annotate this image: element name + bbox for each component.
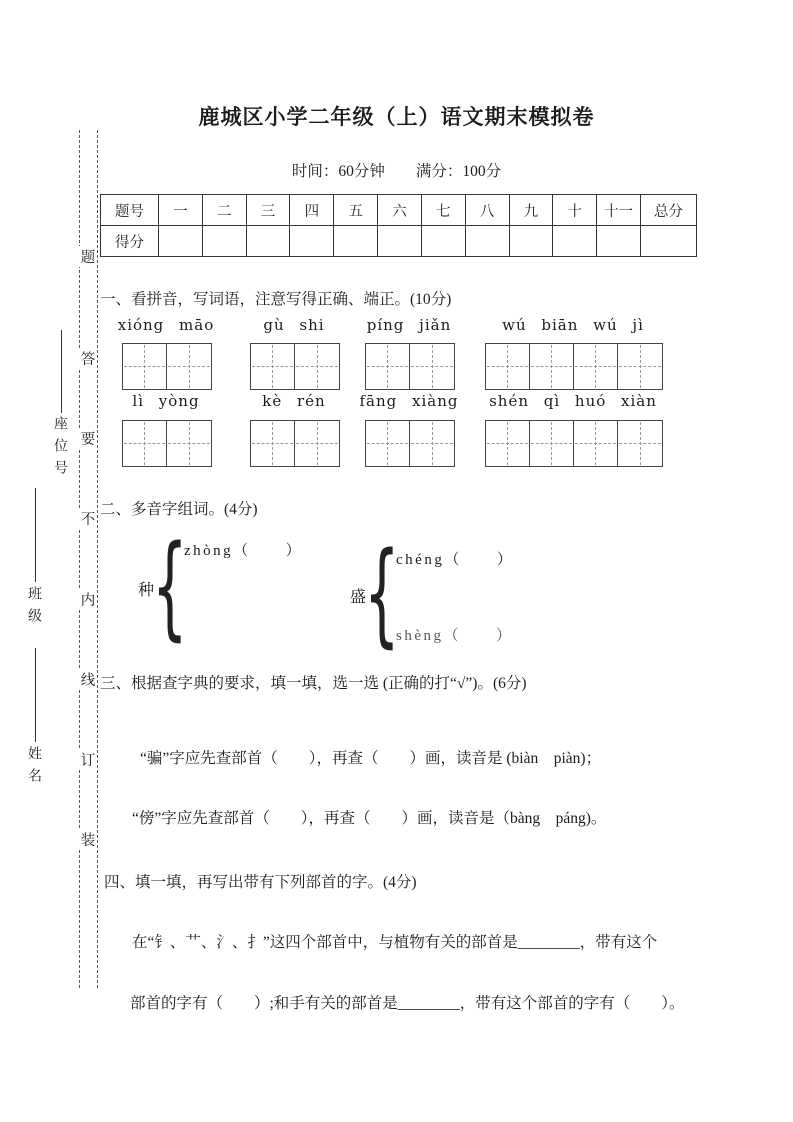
writing-box-group [485,420,663,467]
score-empty-cell-3 [246,226,290,257]
score-table-col-2: 二 [202,195,246,226]
writing-box-group [365,343,455,390]
section3-line-pian: “骗”字应先查部首（ ），再查（ ）画，读音是 (biàn piàn)； [140,750,602,767]
section4-line-2: 部首的字有（ ）;和手有关的部首是________，带有这个部首的字有（ ）。 [130,995,685,1012]
score-table-col-1: 一 [159,195,203,226]
writing-box-group [365,420,455,467]
writing-cell [618,344,662,389]
writing-cell [295,344,339,389]
brace-icon: { [152,522,188,652]
binding-char-8: 装 [79,829,97,850]
page-title: 鹿城区小学二年级（上）语文期末模拟卷 [198,105,595,129]
score-table-col-8: 八 [465,195,509,226]
binding-char-5: 内 [79,589,97,610]
score-table [100,194,697,257]
score-table-col-4: 四 [290,195,334,226]
score-table-col-6: 六 [378,195,422,226]
writing-cell [410,421,454,466]
section4-line-1: 在“钅、艹、氵、扌”这四个部首中，与植物有关的部首是________，带有这个 [132,934,658,951]
pinyin-label: kè rén [262,392,326,410]
writing-cell [530,421,574,466]
writing-cell [410,344,454,389]
duoyin-reading-clipped: shèng（ ） [396,628,514,644]
duoyin-reading: chéng（ ） [396,552,515,568]
score-empty-cell-7 [421,226,465,257]
duoyin-reading: zhòng（ ） [184,543,304,559]
score-table-col-12: 总分 [641,195,697,226]
name-blank-line [35,648,36,742]
writing-cell [574,344,618,389]
name-label: 姓名 [26,746,41,790]
binding-char-6: 线 [79,669,97,690]
section1-heading: 一、看拼音，写词语，注意写得正确、端正。(10分) [100,291,452,308]
score-empty-cell-10 [553,226,597,257]
writing-cell [486,421,530,466]
writing-cell [123,421,167,466]
pinyin-label: wú biān wú jì [502,316,644,334]
pinyin-label: píng jiǎn [366,316,452,334]
section3-heading: 三、根据查字典的要求，填一填，选一选 (正确的打“√”)。(6分) [100,675,527,692]
writing-box-group [250,343,340,390]
writing-cell [295,421,339,466]
writing-cell [167,421,211,466]
writing-box-group [250,420,340,467]
score-table-col-9: 九 [509,195,553,226]
score-table-col-3: 三 [246,195,290,226]
writing-cell [251,344,295,389]
score-empty-cell-1 [159,226,203,257]
writing-box-group [122,420,212,467]
pinyin-label: shén qì huó xiàn [489,392,657,410]
score-empty-cell-4 [290,226,334,257]
score-empty-cell-12 [641,226,697,257]
duoyin-character: 盛 [350,589,367,606]
score-empty-cell-5 [334,226,378,257]
pinyin-label: fāng xiàng [359,392,459,410]
writing-cell [366,344,410,389]
exam-meta-time-score: 时间：60分钟 满分：100分 [291,163,502,180]
writing-cell [486,344,530,389]
binding-char-1: 题 [79,246,97,267]
section3-line-bang: “傍”字应先查部首（ ），再查（ ）画，读音是（bàng páng)。 [132,810,607,827]
score-empty-cell-6 [378,226,422,257]
writing-cell [123,344,167,389]
score-empty-cell-2 [202,226,246,257]
duoyin-character: 种 [138,582,155,599]
writing-cell [618,421,662,466]
writing-cell [251,421,295,466]
score-table-col-11: 十一 [597,195,641,226]
score-table-col-7: 七 [421,195,465,226]
writing-cell [574,421,618,466]
score-table-header-label: 题号 [101,195,159,226]
writing-box-group [122,343,212,390]
writing-cell [167,344,211,389]
binding-char-2: 答 [79,348,97,369]
class-blank-line [35,488,36,582]
binding-char-4: 不 [79,508,97,529]
score-table-row-label: 得分 [101,226,159,257]
binding-char-3: 要 [79,428,97,449]
pinyin-label: xióng māo [117,316,215,334]
score-empty-cell-8 [465,226,509,257]
binding-dashed-line-right [97,130,98,988]
class-label: 班级 [26,586,41,630]
pinyin-label: lì yòng [132,392,200,410]
writing-cell [530,344,574,389]
score-table-col-10: 十 [553,195,597,226]
binding-char-7: 订 [79,749,97,770]
section2-heading: 二、多音字组词。(4分) [100,501,258,518]
pinyin-label: gù shi [263,316,325,334]
seat-number-blank-line [61,330,62,413]
score-empty-cell-9 [509,226,553,257]
score-table-col-5: 五 [334,195,378,226]
writing-cell [366,421,410,466]
brace-icon: { [364,529,400,659]
section4-heading: 四、填一填，再写出带有下列部首的字。(4分) [104,874,417,891]
score-empty-cell-11 [597,226,641,257]
writing-box-group [485,343,663,390]
seat-number-label: 座位号 [52,416,67,482]
